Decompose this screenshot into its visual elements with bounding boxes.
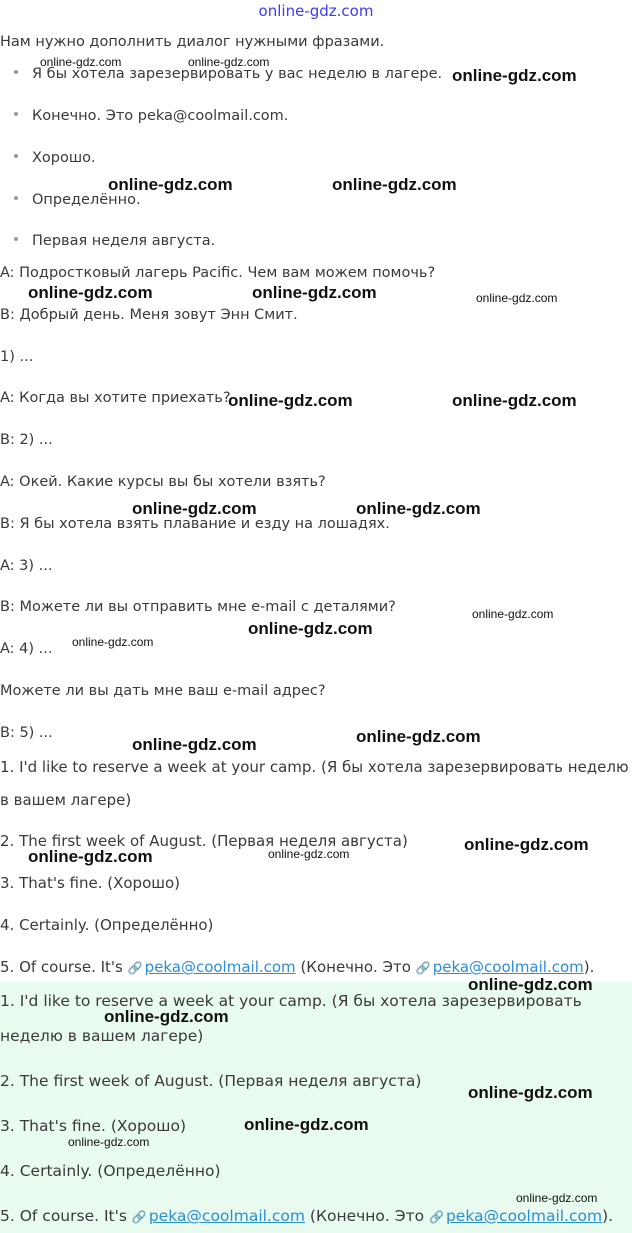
box-answer-line: неделю в вашем лагере)	[0, 1027, 204, 1045]
phrase-text: Конечно. Это peka@coolmail.com.	[32, 108, 289, 124]
answer-text: 5. Of course. It's	[0, 958, 123, 976]
watermark: online-gdz.com	[452, 66, 577, 85]
answer-line: 2. The first week of August. (Первая неделя августа)	[0, 832, 408, 850]
watermark: online-gdz.com	[104, 1007, 229, 1026]
phrase-text: Первая неделя августа.	[32, 233, 216, 249]
watermark: online-gdz.com	[228, 391, 353, 410]
link-icon: 🔗	[131, 1210, 147, 1224]
watermark: online-gdz.com	[252, 283, 377, 302]
watermark: online-gdz.com	[516, 1191, 598, 1205]
watermark: online-gdz.com	[452, 391, 577, 410]
answer-line: 3. That's fine. (Хорошо)	[0, 874, 181, 892]
dialog-line: A: Подростковый лагерь Pacific. Чем вам можем помочь?	[0, 265, 436, 281]
answer-text: (Конечно. Это	[309, 1207, 425, 1225]
answer-line: 1. I'd like to reserve a week at your camp. (Я бы хотела зарезервировать неделю	[0, 758, 629, 776]
watermark: online-gdz.com	[40, 55, 122, 69]
header-watermark: online-gdz.com	[258, 2, 374, 20]
phrase-item	[14, 150, 96, 166]
email-link[interactable]: peka@coolmail.com	[432, 958, 584, 976]
box-answer-line: 3. That's fine. (Хорошо)	[0, 1117, 187, 1135]
watermark: online-gdz.com	[132, 735, 257, 754]
answer-text: (Конечно. Это	[300, 958, 411, 976]
box-answer-line: 2. The first week of August. (Первая неделя августа)	[0, 1072, 422, 1090]
bullet-dot	[14, 112, 18, 116]
bullet-dot	[14, 70, 18, 74]
watermark: online-gdz.com	[132, 499, 257, 518]
dialog-line: B: Я бы хотела взять плавание и езду на лошадях.	[0, 516, 390, 532]
watermark: online-gdz.com	[68, 1135, 150, 1149]
answer-text: ).	[583, 958, 595, 976]
watermark: online-gdz.com	[472, 607, 554, 621]
watermark: online-gdz.com	[244, 1115, 369, 1134]
box-answer-line: 4. Certainly. (Определённо)	[0, 1162, 221, 1180]
intro-text: Нам нужно дополнить диалог нужными фразами.	[0, 34, 385, 50]
watermark: online-gdz.com	[268, 847, 350, 861]
bullet-dot	[14, 154, 18, 158]
watermark: online-gdz.com	[248, 619, 373, 638]
watermark: online-gdz.com	[356, 499, 481, 518]
dialog-line: A: 3) ...	[0, 558, 53, 574]
watermark: online-gdz.com	[108, 175, 233, 194]
dialog-line: B: Добрый день. Меня зовут Энн Смит.	[0, 307, 298, 323]
watermark: online-gdz.com	[28, 283, 153, 302]
watermark: online-gdz.com	[28, 847, 153, 866]
dialog-line: A: 4) ...	[0, 641, 53, 657]
answer-line: 4. Certainly. (Определённо)	[0, 916, 214, 934]
answer-line: в вашем лагере)	[0, 791, 132, 809]
dialog-line: B: 5) ...	[0, 725, 53, 741]
email-link[interactable]: peka@coolmail.com	[148, 1207, 305, 1225]
email-link[interactable]: peka@coolmail.com	[445, 1207, 603, 1225]
dialog-line: A: Когда вы хотите приехать?	[0, 390, 231, 406]
watermark: online-gdz.com	[464, 835, 589, 854]
answer-line	[0, 958, 594, 976]
link-icon: 🔗	[127, 961, 143, 975]
phrase-item	[14, 233, 215, 249]
watermark: online-gdz.com	[468, 975, 593, 994]
dialog-line: B: Можете ли вы отправить мне e-mail с деталями?	[0, 599, 396, 615]
dialog-line: B: 2) ...	[0, 432, 53, 448]
answer-text: 5. Of course. It's	[0, 1207, 127, 1225]
link-icon: 🔗	[415, 961, 431, 975]
watermark: online-gdz.com	[188, 55, 270, 69]
bullet-dot	[14, 237, 18, 241]
phrase-text: Определённо.	[32, 192, 141, 208]
dialog-line: A: Окей. Какие курсы вы бы хотели взять?	[0, 474, 326, 490]
watermark: online-gdz.com	[332, 175, 457, 194]
watermark: online-gdz.com	[476, 291, 558, 305]
box-answer-line: 1. I'd like to reserve a week at your camp. (Я бы хотела зарезервировать	[0, 992, 582, 1010]
phrase-text: Я бы хотела зарезервировать у вас неделю в лагере.	[32, 66, 443, 82]
phrase-text: Хорошо.	[32, 150, 96, 166]
phrase-item	[14, 108, 288, 124]
dialog-line: Можете ли вы дать мне ваш e-mail адрес?	[0, 683, 326, 699]
box-answer-line	[0, 1207, 613, 1225]
watermark: online-gdz.com	[72, 635, 154, 649]
watermark: online-gdz.com	[468, 1083, 593, 1102]
dialog-line: 1) ...	[0, 349, 34, 365]
email-link[interactable]: peka@coolmail.com	[144, 958, 296, 976]
answer-text: ).	[602, 1207, 614, 1225]
bullet-dot	[14, 196, 18, 200]
link-icon: 🔗	[429, 1210, 444, 1224]
watermark: online-gdz.com	[356, 727, 481, 746]
